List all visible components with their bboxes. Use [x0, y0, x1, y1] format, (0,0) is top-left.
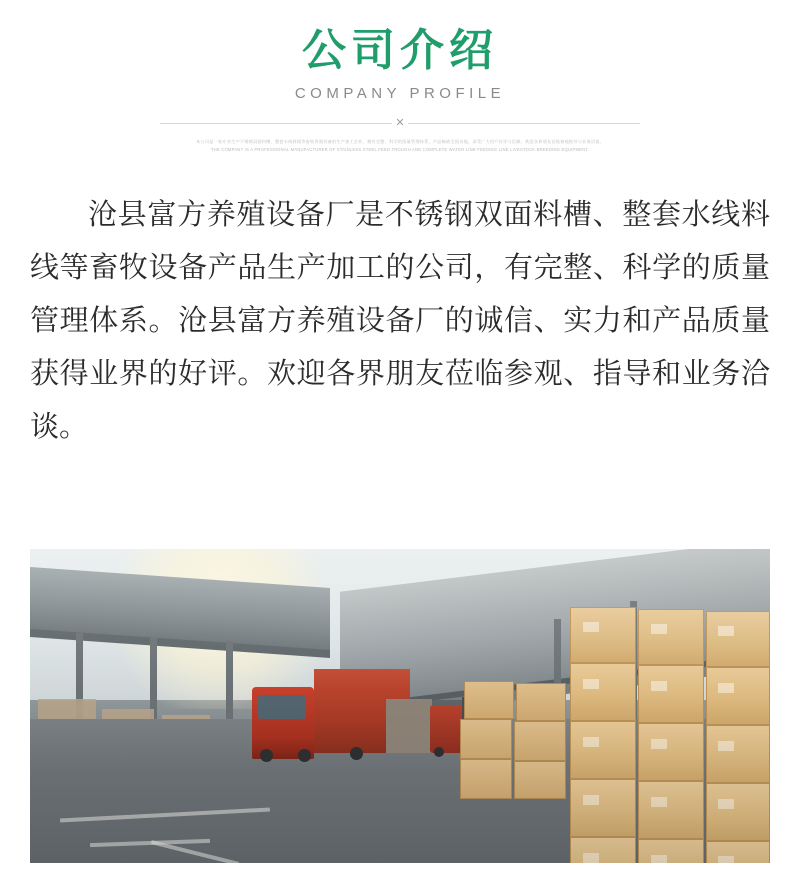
cardboard-box — [514, 721, 566, 761]
photo-container — [30, 549, 770, 863]
second-truck-cab — [430, 705, 464, 753]
cardboard-box — [570, 721, 636, 779]
cardboard-box — [706, 667, 770, 725]
cardboard-box — [464, 681, 514, 719]
microtext-line-2: THE COMPANY IS A PROFESSIONAL MANUFACTURER OF STAINLESS STEEL FEED TROUGH AND COMPLETE WATER LINE FEEDING LINE LIVESTOCK BREEDING EQUIPMENT. — [210, 146, 590, 152]
cardboard-box — [706, 841, 770, 863]
cardboard-box — [570, 837, 636, 863]
cardboard-box — [460, 759, 512, 799]
second-truck-trailer — [386, 699, 432, 753]
company-description: 沧县富方养殖设备厂是不锈钢双面料槽、整套水线料线等畜牧设备产品生产加工的公司，有完整、科学的质量管理体系。沧县富方养殖设备厂的诚信、实力和产品质量获得业界的好评。欢迎各界朋友莅临参观、指导和业务洽谈。 — [30, 196, 770, 443]
truck-wheel — [260, 749, 273, 762]
truck-wheel — [434, 747, 444, 757]
microtext-line-1: 本公司是一家专业生产不锈钢双面料槽、整套水线料线等畜牧养殖设备的生产加工企业，拥有完整、科学的质量管理体系，产品畅销全国各地，深受广大用户好评与信赖，欢迎各界朋友莅临参观指导与业务洽谈。 — [195, 138, 605, 144]
cardboard-box — [516, 683, 566, 721]
header — [0, 0, 800, 102]
warehouse-photo — [30, 549, 770, 863]
cardboard-box — [638, 839, 704, 863]
cardboard-box — [570, 663, 636, 721]
cardboard-box — [706, 783, 770, 841]
cardboard-box — [638, 609, 704, 665]
diamond-icon: ✕ — [392, 116, 408, 130]
truck-wheel — [350, 747, 363, 760]
page-title: 公司介绍 — [302, 25, 498, 76]
cardboard-box — [460, 719, 512, 759]
truck-wheel — [298, 749, 311, 762]
divider — [160, 116, 640, 130]
cardboard-box — [514, 761, 566, 799]
cardboard-box — [706, 611, 770, 667]
page-subtitle: COMPANY PROFILE — [294, 84, 506, 102]
cardboard-box — [570, 779, 636, 837]
cardboard-box — [570, 607, 636, 663]
cardboard-box — [638, 665, 704, 723]
cardboard-box — [638, 723, 704, 781]
cardboard-box — [706, 725, 770, 783]
box-stack-right — [570, 583, 770, 863]
cardboard-box — [638, 781, 704, 839]
microtext-block — [50, 138, 750, 154]
truck-windshield — [258, 695, 306, 719]
box-stack-middle — [460, 609, 570, 849]
